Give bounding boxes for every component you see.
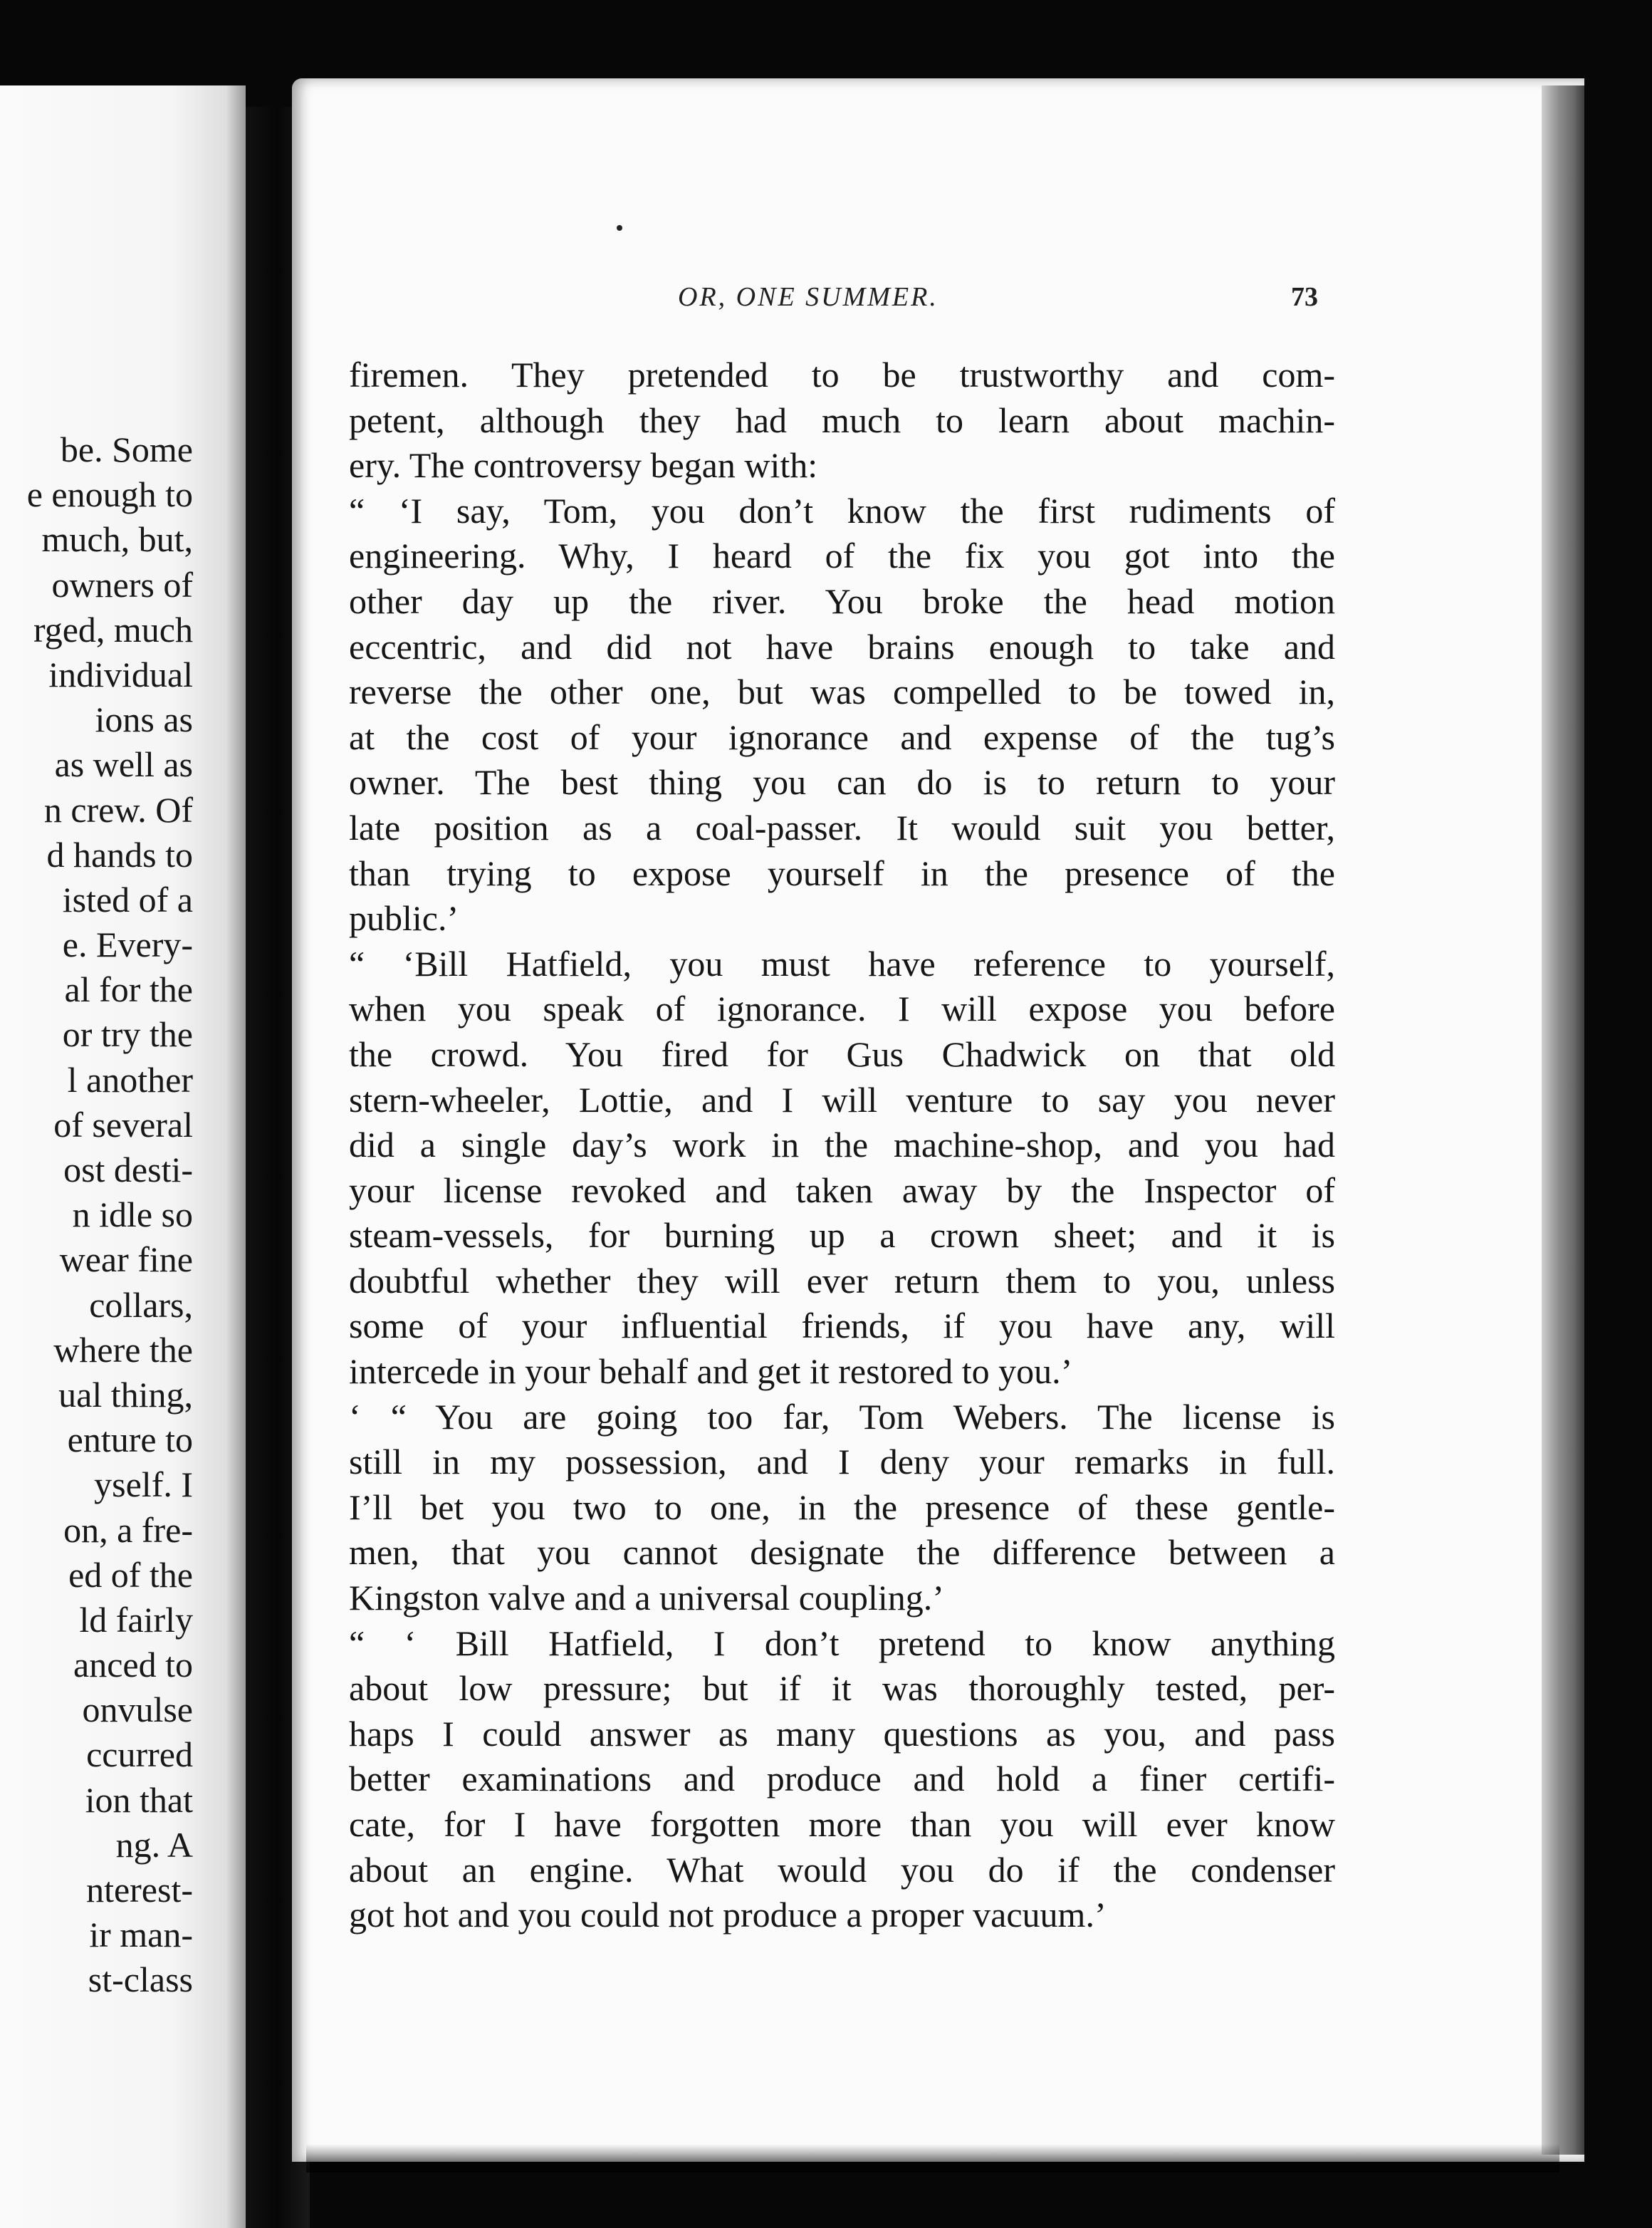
text-line: “ ‘Bill Hatfield, you must have reference to yourself, — [349, 943, 1335, 984]
text-line: got hot and you could not produce a proper vacuum.’ — [349, 1895, 1107, 1935]
body-text — [349, 353, 1335, 1938]
left-line: wear fine — [59, 1239, 193, 1280]
text-line: ‘ “ You are going too far, Tom Webers. The license is — [349, 1396, 1335, 1437]
left-line: ld fairly — [79, 1599, 193, 1640]
page-edge — [1542, 85, 1584, 2155]
text-line: some of your influential friends, if you have any, will — [349, 1306, 1335, 1346]
left-line: ion that — [85, 1779, 193, 1820]
left-line: where the — [53, 1329, 193, 1370]
text-line: still in my possession, and I deny your remarks in full. — [349, 1442, 1335, 1482]
page-bottom-shadow — [306, 2144, 1559, 2172]
text-line: than trying to expose yourself in the presence of the — [349, 853, 1335, 893]
left-line: ed of the — [68, 1554, 193, 1595]
left-line: anced to — [73, 1645, 193, 1685]
text-line: steam-vessels, for burning up a crown sheet; and it is — [349, 1215, 1335, 1256]
left-line: collars, — [89, 1284, 193, 1325]
text-line: other day up the river. You broke the head motion — [349, 581, 1335, 621]
text-line: your license revoked and taken away by the Inspector of — [349, 1170, 1335, 1210]
left-line: e enough to — [26, 474, 193, 515]
running-head: OR, ONE SUMMER. — [678, 282, 939, 312]
left-line: yself. I — [94, 1464, 193, 1505]
text-line: doubtful whether they will ever return them to you, unless — [349, 1260, 1335, 1301]
left-line: as well as — [54, 744, 193, 785]
left-page — [0, 85, 246, 2228]
page-number: 73 — [1291, 282, 1318, 312]
left-line: ost desti- — [63, 1150, 193, 1190]
left-line: onvulse — [82, 1690, 193, 1730]
text-line: I’ll bet you two to one, in the presence of these gentle- — [349, 1487, 1335, 1527]
left-line: nterest- — [86, 1870, 193, 1910]
text-line: haps I could answer as many questions as you, and pass — [349, 1713, 1335, 1754]
left-line: ions as — [95, 699, 193, 740]
left-line: isted of a — [62, 879, 193, 920]
text-line: stern-wheeler, Lottie, and I will venture to say you never — [349, 1079, 1335, 1120]
text-line: intercede in your behalf and get it restored to you.’ — [349, 1351, 1073, 1392]
left-line: much, but, — [41, 519, 193, 560]
ink-speck — [617, 225, 622, 231]
text-line: late position as a coal-passer. It would suit you better, — [349, 807, 1335, 848]
left-line: be. Some — [60, 430, 193, 469]
left-line: st-class — [88, 1959, 193, 2000]
left-line: rged, much — [33, 609, 193, 650]
text-line: when you speak of ignorance. I will expose you before — [349, 989, 1335, 1029]
left-line: individual — [48, 654, 193, 694]
text-line: Kingston valve and a universal coupling.’ — [349, 1578, 944, 1618]
text-line: “ ‘I say, Tom, you don’t know the first rudiments of — [349, 490, 1335, 531]
left-line: n idle so — [72, 1194, 193, 1235]
text-line: at the cost of your ignorance and expense of the tug’s — [349, 717, 1335, 757]
text-line: the crowd. You fired for Gus Chadwick on that old — [349, 1034, 1335, 1074]
left-line: or try the — [62, 1014, 193, 1055]
text-line: engineering. Why, I heard of the fix you got into the — [349, 536, 1335, 576]
text-line: ery. The controversy began with: — [349, 445, 818, 486]
left-line: e. Every- — [62, 925, 193, 965]
left-line: ual thing, — [58, 1374, 193, 1415]
left-line: d hands to — [46, 834, 193, 875]
text-line: cate, for I have forgotten more than you will ever know — [349, 1804, 1335, 1844]
text-line: eccentric, and did not have brains enough to take and — [349, 626, 1335, 667]
left-line: al for the — [64, 969, 193, 1010]
text-line: about low pressure; but if it was thoroughly tested, per- — [349, 1668, 1335, 1709]
left-line: ng. A — [115, 1824, 193, 1865]
left-line: enture to — [67, 1420, 193, 1460]
text-line: men, that you cannot designate the difference between a — [349, 1532, 1335, 1573]
left-line: ccurred — [86, 1734, 193, 1775]
text-line: owner. The best thing you can do is to return to your — [349, 762, 1335, 803]
left-line: on, a fre- — [63, 1509, 193, 1550]
text-line: reverse the other one, but was compelled to be towed in, — [349, 672, 1335, 712]
left-page-text — [27, 427, 193, 2003]
left-line: of several — [53, 1104, 193, 1145]
text-line: petent, although they had much to learn about machin- — [349, 400, 1335, 440]
left-line: n crew. Of — [43, 789, 193, 830]
left-line: l another — [67, 1059, 193, 1100]
text-line: “ ‘ Bill Hatfield, I don’t pretend to know anything — [349, 1623, 1335, 1663]
text-line: did a single day’s work in the machine-shop, and you had — [349, 1125, 1335, 1165]
text-line: about an engine. What would you do if the condenser — [349, 1849, 1335, 1890]
text-line: better examinations and produce and hold a finer certifi- — [349, 1759, 1335, 1799]
text-line: firemen. They pretended to be trustworthy and com- — [349, 355, 1335, 395]
left-line: owners of — [51, 564, 193, 605]
left-line: ir man- — [89, 1915, 193, 1955]
text-line: public.’ — [349, 898, 459, 939]
